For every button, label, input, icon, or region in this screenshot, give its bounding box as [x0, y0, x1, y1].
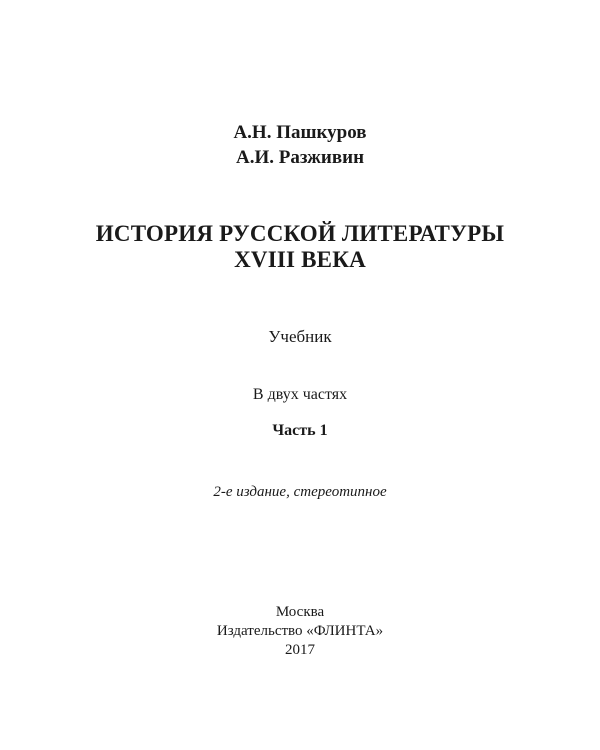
- author-name: А.И. Разживин: [235, 147, 365, 168]
- imprint-city: Москва: [275, 604, 325, 620]
- imprint-year: 2017: [285, 642, 315, 658]
- book-title-line-1: ИСТОРИЯ РУССКОЙ ЛИТЕРАТУРЫ: [95, 221, 505, 246]
- edition-note: 2-е издание, стереотипное: [213, 484, 387, 500]
- book-title-line-2: XVIII ВЕКА: [234, 247, 366, 272]
- book-genre: Учебник: [268, 327, 332, 346]
- part-number: Часть 1: [272, 422, 328, 439]
- author-name: А.Н. Пашкуров: [233, 122, 367, 143]
- imprint-publisher: Издательство «ФЛИНТА»: [216, 623, 384, 639]
- parts-note: В двух частях: [252, 386, 348, 403]
